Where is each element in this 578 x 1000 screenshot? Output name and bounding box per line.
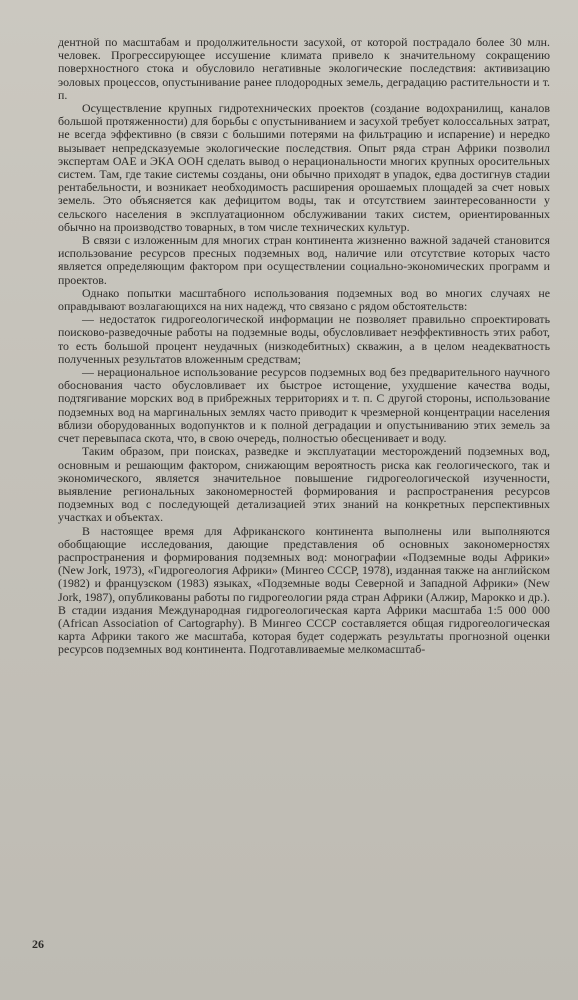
body-text [58, 36, 550, 657]
paragraph-3: В связи с изложенным для многих стран континента жизненно важной задачей становится использование ресурсов пресных подземных вод, наличие или отсутствие которых часто является определяющим фактором при осуществлении социально-экономических программ и проектов. [58, 233, 550, 287]
paragraph-6-list-item: — нерациональное использование ресурсов подземных вод без предварительного научного обоснования часто обусловливает их быстрое истощение, ухудшение качества воды, подтягивание морских вод в прибрежных территориях и т. п. С другой стороны, использование подземных вод на маргинальных землях часто приводит к чрезмерной концентрации населения вблизи оборудованных водопунктов и к полной деградации и опустыниванию этих земель за счет перевыпаса скота, что, в свою очередь, полностью обесценивает и воду. [58, 365, 550, 446]
paragraph-4: Однако попытки масштабного использования подземных вод во многих случаях не оправдывают возлагающихся на них надежд, что связано с рядом обстоятельств: [58, 285, 550, 314]
paragraph-2: Осуществление крупных гидротехнических проектов (создание водохранилищ, каналов большой протяженности) для борьбы с опустыниванием и засухой требует колоссальных затрат, не всегда эффективно (в связи с большими потерями на фильтрацию и испарение) и нередко вызывает непредсказуемые экологические последствия. Опыт ряда стран Африки позволил экспертам ОАЕ и ЭКА ООН сделать вывод о нерациональности многих крупных оросительных систем. Там, где такие системы созданы, они обычно приходят в упадок, едва достигнув стадии рентабельности, и возникает необходимость расширения орошаемых площадей за счет новых земель. Это объясняется как дефицитом воды, так и отсутствием заинтересованности у сельского населения в эксплуатационном обслуживании таких систем, ориентированных обычно на производство товарных, в том числе технических культур. [58, 101, 550, 234]
page-number: 26 [32, 937, 44, 951]
paragraph-7: Таким образом, при поисках, разведке и эксплуатации месторождений подземных вод, основным и решающим фактором, снижающим вероятность риска как геологического, так и экономического, является значительное повышение гидрогеологической изученности, выявление региональных закономерностей формирования и распространения ресурсов подземных вод с последующей детализацией этих знаний на конкретных перспективных участках и объектах. [58, 444, 550, 525]
paragraph-1: дентной по масштабам и продолжительности засухой, от которой пострадало более 30 млн. человек. Прогрессирующее иссушение климата привело к значительному сокращению поверхностного стока и обусловило негативные экологические последствия: активизацию эоловых процессов, опустынивание ранее плодородных земель, деградацию растительности и т. п. [58, 35, 550, 102]
paragraph-8: В настоящее время для Африканского континента выполнены или выполняются обобщающие исследования, дающие представления об основных закономерностях распространения и формирования подземных вод: монографии «Подземные воды Африки» (New Jork, 1973), «Гидрогеология Африки» (Мингео СССР, 1978), изданная также на английском (1982) и французском (1983) языках, «Подземные воды Северной и Западной Африки» (New Jork, 1987), опубликованы работы по гидрогеологии ряда стран Африки (Алжир, Марокко и др.). В стадии издания Международная гидрогеологическая карта Африки масштаба 1:5 000 000 (African Association of Cartography). В Мингео СССР составляется общая гидрогеологическая карта Африки такого же масштаба, которая будет содержать результаты прогнозной оценки ресурсов подземных вод континента. Подготавливаемые мелкомасштаб- [58, 523, 550, 657]
paragraph-5-list-item: — недостаток гидрогеологической информации не позволяет правильно спроектировать поисково-разведочные работы на подземные воды, обусловливает неэффективность этих работ, то есть большой процент неудачных (низкодебитных) скважин, а в целом неадекватность полученных результатов вложенным средствам; [58, 312, 550, 366]
